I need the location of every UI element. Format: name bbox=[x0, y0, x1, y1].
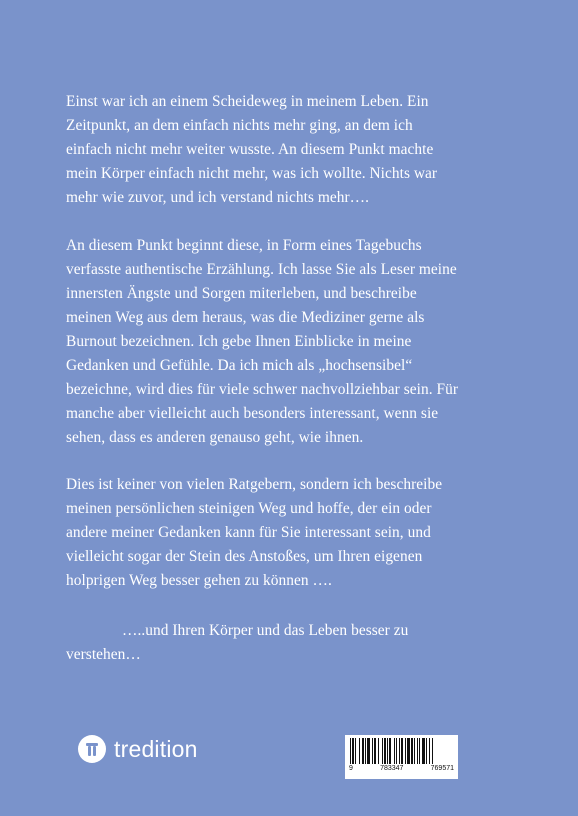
paragraph-3-line: Dies ist keiner von vielen Ratgebern, sondern ich beschreibe bbox=[66, 476, 443, 493]
barcode-digits bbox=[349, 765, 454, 773]
paragraph-3-line: andere meiner Gedanken kann für Sie interessant sein, und bbox=[66, 524, 431, 541]
paragraph-3-line: meinen persönlichen steinigen Weg und hoffe, der ein oder bbox=[66, 500, 432, 517]
barcode-digit-group: 783347 bbox=[380, 765, 404, 772]
paragraph-3-line: vielleicht sogar der Stein des Anstoßes, um Ihren eigenen bbox=[66, 548, 423, 565]
paragraph-1 bbox=[66, 90, 526, 210]
paragraph-2-line: manche aber vielleicht auch besonders interessant, wenn sie bbox=[66, 405, 439, 422]
publisher-name: tredition bbox=[114, 735, 198, 762]
barcode-bars bbox=[349, 738, 454, 764]
paragraph-2-line: innersten Ängste und Sorgen miterleben, und beschreibe bbox=[66, 285, 417, 302]
paragraph-1-line: einfach nicht mehr weiter wusste. An diesem Punkt machte bbox=[66, 141, 434, 158]
publisher-logo bbox=[78, 735, 198, 763]
isbn-barcode bbox=[345, 735, 458, 779]
barcode-digit-group: 769571 bbox=[430, 765, 454, 772]
paragraph-2-line: Gedanken und Gefühle. Da ich mich als „hochsensibel“ bbox=[66, 357, 413, 374]
paragraph-1-line: mein Körper einfach nicht mehr, was ich wollte. Nichts war bbox=[66, 165, 438, 182]
paragraph-2-line: Burnout bezeichnen. Ich gebe Ihnen Einblicke in meine bbox=[66, 333, 412, 350]
closing-paragraph-line: …..und Ihren Körper und das Leben besser zu bbox=[122, 622, 409, 639]
closing-paragraph bbox=[66, 619, 526, 667]
paragraph-2-line: bezeichne, wird dies für viele schwer nachvollziehbar sein. Für bbox=[66, 381, 459, 398]
closing-paragraph-line: verstehen… bbox=[66, 646, 141, 663]
paragraph-2-line: meinen Weg aus dem heraus, was die Mediziner gerne als bbox=[66, 309, 425, 326]
paragraph-2-line: verfasste authentische Erzählung. Ich lasse Sie als Leser meine bbox=[66, 261, 457, 278]
paragraph-2-line: sehen, dass es anderen genauso geht, wie ihnen. bbox=[66, 429, 364, 446]
paragraph-1-line: Zeitpunkt, an dem einfach nichts mehr ging, an dem ich bbox=[66, 117, 413, 134]
tredition-logo-icon bbox=[78, 735, 106, 763]
paragraph-3-line: holprigen Weg besser gehen zu können …. bbox=[66, 572, 332, 589]
paragraph-1-line: Einst war ich an einem Scheideweg in meinem Leben. Ein bbox=[66, 93, 429, 110]
paragraph-2 bbox=[66, 234, 526, 450]
paragraph-2-line: An diesem Punkt beginnt diese, in Form eines Tagebuchs bbox=[66, 237, 422, 254]
paragraph-1-line: mehr wie zuvor, und ich verstand nichts mehr…. bbox=[66, 189, 370, 206]
paragraph-3 bbox=[66, 473, 526, 593]
barcode-digit-group: 9 bbox=[349, 765, 353, 772]
